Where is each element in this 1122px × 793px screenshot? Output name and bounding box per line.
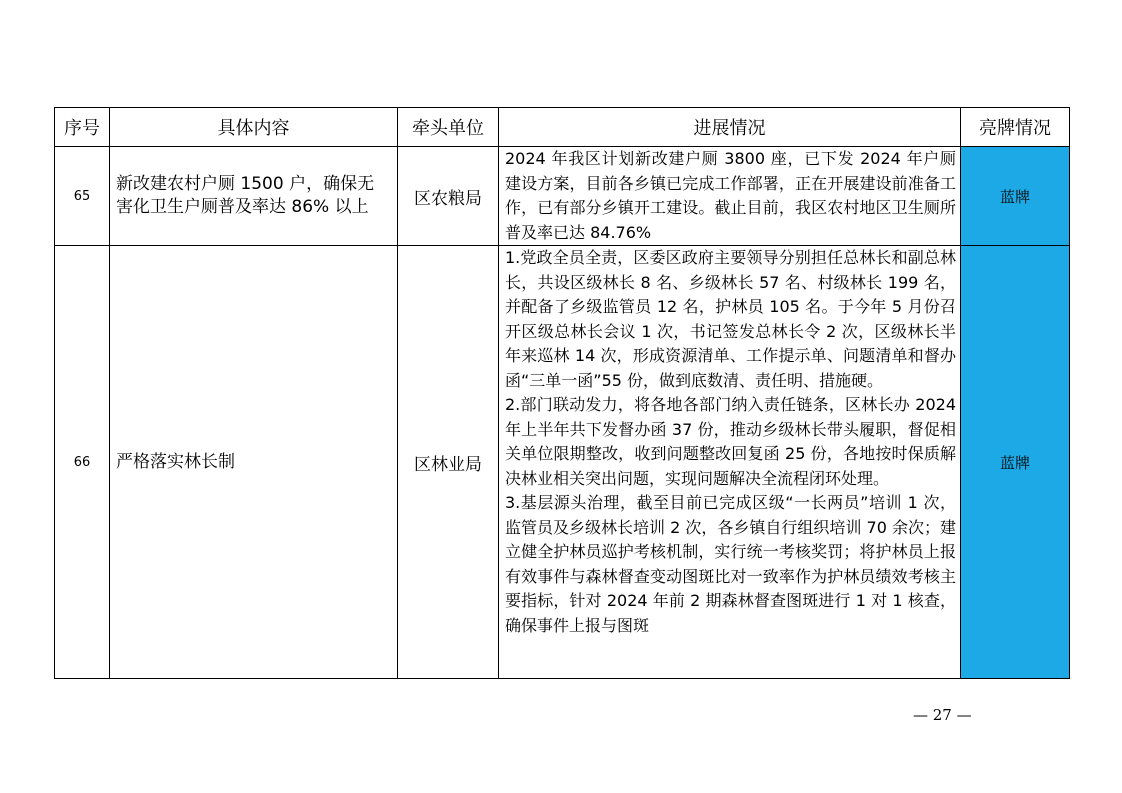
row-lead-unit: 区农粮局 [398, 147, 499, 246]
row-progress [499, 246, 961, 679]
header-number: 序号 [55, 108, 110, 147]
status-badge: 蓝牌 [961, 246, 1070, 679]
table-row [55, 246, 1070, 679]
progress-paragraph: 2.部门联动发力，将各地各部门纳入责任链条，区林长办 2024 年上半年共下发督办函 37 份，推动乡级林长带头履职，督促相关单位限期整改，收到问题整改回复函 25 份，各地按时保质解决林业相关突出问题，实现问题解决全流程闭环处理。 [505, 395, 956, 488]
table-row [55, 147, 1070, 246]
row-content: 严格落实林长制 [110, 246, 398, 679]
row-content: 新改建农村户厕 1500 户，确保无害化卫生户厕普及率达 86% 以上 [110, 147, 398, 246]
progress-paragraph: 3.基层源头治理，截至目前已完成区级“一长两员”培训 1 次，监管员及乡级林长培训 2 次，各乡镇自行组织培训 70 余次；建立健全护林员巡护考核机制，实行统一考核奖罚；将护林员上报有效事件与森林督查变动图斑比对一致率作为护林员绩效考核主要指标，针对 2024 年前 2 期森林督查图斑进行 1 对 1 核查，确保事件上报与图斑 [505, 493, 956, 635]
header-lead-unit: 牵头单位 [398, 108, 499, 147]
row-lead-unit: 区林业局 [398, 246, 499, 679]
progress-paragraph: 2024 年我区计划新改建户厕 3800 座，已下发 2024 年户厕建设方案，目前各乡镇已完成工作部署，正在开展建设前准备工作，已有部分乡镇开工建设。截止目前，我区农村地区卫生厕所普及率已达 84.76% [505, 149, 956, 242]
header-status: 亮牌情况 [961, 108, 1070, 147]
header-content: 具体内容 [110, 108, 398, 147]
row-progress [499, 147, 961, 246]
row-number: 65 [55, 147, 110, 246]
table-header-row [55, 108, 1070, 147]
page-number: — 27 — [913, 706, 972, 724]
progress-paragraph: 1.党政全员全责，区委区政府主要领导分别担任总林长和副总林长，共设区级林长 8 名、乡级林长 57 名、村级林长 199 名，并配备了乡级监管员 12 名，护林员 105 名。于今年 5 月份召开区级总林长会议 1 次，书记签发总林长令 2 次，区级林长半年来巡林 14 次，形成资源清单、工作提示单、问题清单和督办函“三单一函”55 份，做到底数清、责任明、措施硬。 [505, 248, 956, 390]
header-progress: 进展情况 [499, 108, 961, 147]
row-number: 66 [55, 246, 110, 679]
status-badge: 蓝牌 [961, 147, 1070, 246]
progress-table [54, 107, 1070, 679]
